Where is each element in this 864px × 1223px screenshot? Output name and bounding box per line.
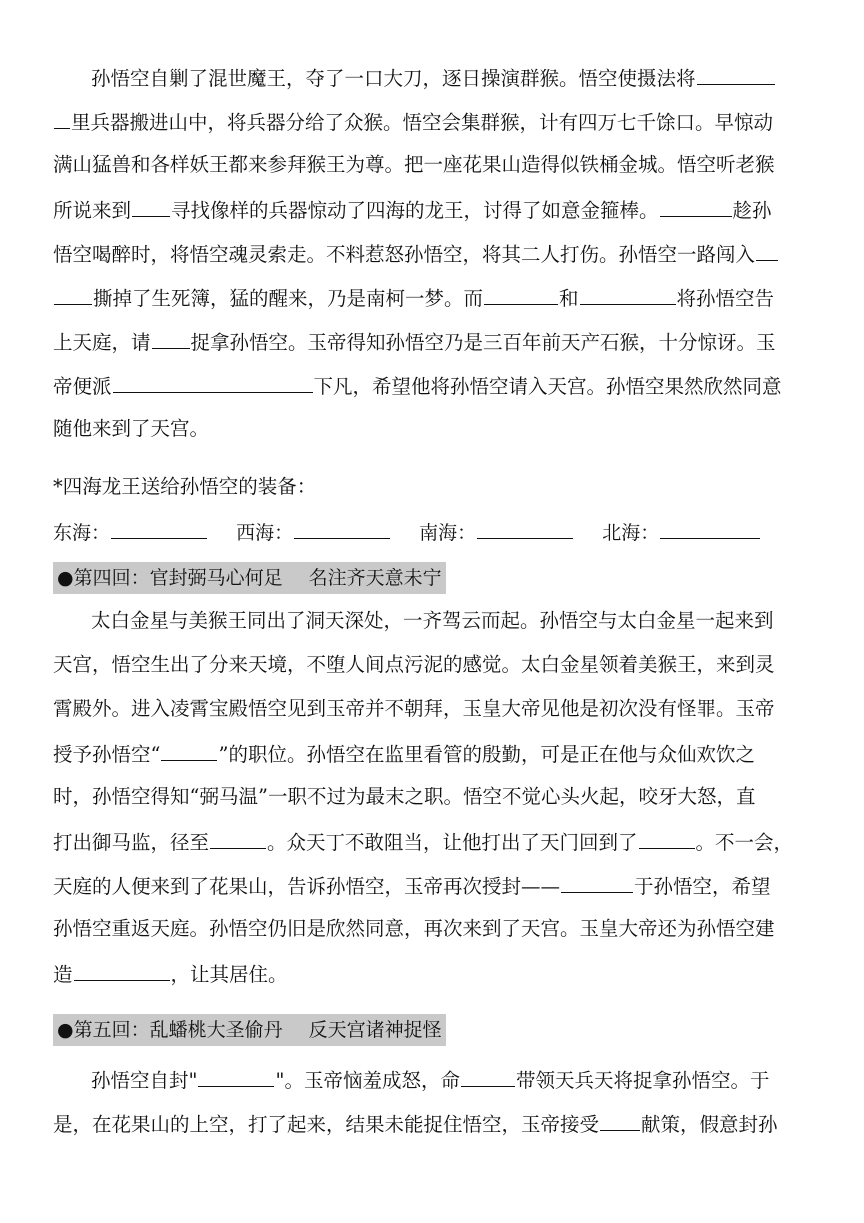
fill-blank[interactable]: [477, 518, 573, 539]
paragraph-line: 悟空喝醉时，将悟空魂灵索走。不料惹怒孙悟空，将其二人打伤。孙悟空一路闯入: [53, 240, 824, 268]
fill-blank[interactable]: [580, 284, 676, 305]
fill-blank[interactable]: [54, 284, 92, 305]
paragraph-line: 孙悟空重返天庭。孙悟空仍旧是欣然同意，再次来到了天宫。玉皇大帝还为孙悟空建: [53, 917, 775, 940]
paragraph-line: 天宫，悟空生出了分来天境，不堕人间点污泥的感觉。太白金星领着美猴王，来到灵: [53, 653, 775, 676]
fill-blank[interactable]: [639, 828, 695, 849]
fill-blank[interactable]: [152, 328, 190, 349]
paragraph-line: 孙悟空自封" "。玉帝恼羞成怒，命 带领天兵天将捉拿孙悟空。于: [91, 1066, 824, 1094]
paragraph-line: 打出御马监，径至 。众天丁不敢阻当，让他打出了天门回到了 。不一会，: [53, 828, 824, 856]
paragraph-line: 帝便派 下凡，希望他将孙悟空请入天宫。孙悟空果然欣然同意: [53, 372, 824, 400]
fill-blank[interactable]: [600, 1110, 640, 1131]
fill-blank[interactable]: [113, 372, 313, 393]
fill-blank[interactable]: [161, 740, 217, 761]
paragraph-line: 上天庭，请 捉拿孙悟空。玉帝得知孙悟空乃是三百年前天产石猴，十分惊讶。玉: [53, 328, 824, 356]
fill-blank[interactable]: [660, 518, 760, 539]
south-sea-field: 南海：: [419, 518, 574, 546]
paragraph-line: 是，在花果山的上空，打了起来，结果未能捉住悟空，玉帝接受 献策，假意封孙: [53, 1110, 824, 1138]
paragraph-line: 里兵器搬进山中，将兵器分给了众猴。悟空会集群猴，计有四万七千馀口。早惊动: [53, 108, 824, 136]
fill-blank[interactable]: [561, 872, 633, 893]
paragraph-line: 所说来到 寻找像样的兵器惊动了四海的龙王，讨得了如意金箍棒。 趁孙: [53, 196, 824, 224]
paragraph-line: 时，孙悟空得知“弼马温”一职不过为最末之职。悟空不觉心头火起，咬牙大怒，直: [53, 785, 756, 808]
paragraph-line: 授予孙悟空“ ”的职位。孙悟空在监里看管的殷勤，可是正在他与众仙欢饮之: [53, 740, 824, 768]
equipment-row: [53, 518, 783, 546]
paragraph-line: 霄殿外。进入凌霄宝殿悟空见到玉帝并不朝拜，玉皇大帝见他是初次没有怪罪。玉帝: [53, 697, 775, 720]
paragraph-line: 满山猛兽和各样妖王都来参拜猴王为尊。把一座花果山造得似铁桶金城。悟空听老猴: [53, 153, 775, 176]
fill-blank[interactable]: [132, 196, 170, 217]
fill-blank[interactable]: [484, 284, 558, 305]
paragraph-line: 天庭的人便来到了花果山，告诉孙悟空，玉帝再次授封—— 于孙悟空，希望: [53, 872, 824, 900]
fill-blank[interactable]: [294, 518, 390, 539]
east-sea-field: 东海：: [53, 518, 208, 546]
paragraph-line: 孙悟空自剿了混世魔王，夺了一口大刀，逐日操演群猴。悟空使摄法将: [91, 64, 824, 92]
fill-blank[interactable]: [54, 108, 70, 129]
fill-blank[interactable]: [461, 1066, 515, 1087]
north-sea-field: 北海：: [602, 518, 761, 546]
paragraph-line: 太白金星与美猴王同出了洞天深处，一齐驾云而起。孙悟空与太白金星一起来到: [91, 609, 774, 632]
equipment-title: *四海龙王送给孙悟空的装备：: [53, 475, 317, 498]
fill-blank[interactable]: [660, 196, 732, 217]
paragraph-line: 随他来到了天宫。: [53, 417, 210, 440]
chapter-4-heading: ●第四回：官封弼马心何足 名注齐天意未宁: [53, 562, 446, 594]
fill-blank[interactable]: [697, 64, 775, 85]
fill-blank[interactable]: [74, 960, 170, 981]
chapter-5-heading: ●第五回：乱蟠桃大圣偷丹 反天宫诸神捉怪: [53, 1014, 446, 1046]
fill-blank[interactable]: [198, 1066, 274, 1087]
fill-blank[interactable]: [756, 240, 778, 261]
paragraph-line: 造 ，让其居住。: [53, 960, 824, 988]
paragraph-line: 撕掉了生死簿，猛的醒来，乃是南柯一梦。而 和 将孙悟空告: [53, 284, 824, 312]
fill-blank[interactable]: [111, 518, 207, 539]
fill-blank[interactable]: [210, 828, 266, 849]
west-sea-field: 西海：: [236, 518, 391, 546]
